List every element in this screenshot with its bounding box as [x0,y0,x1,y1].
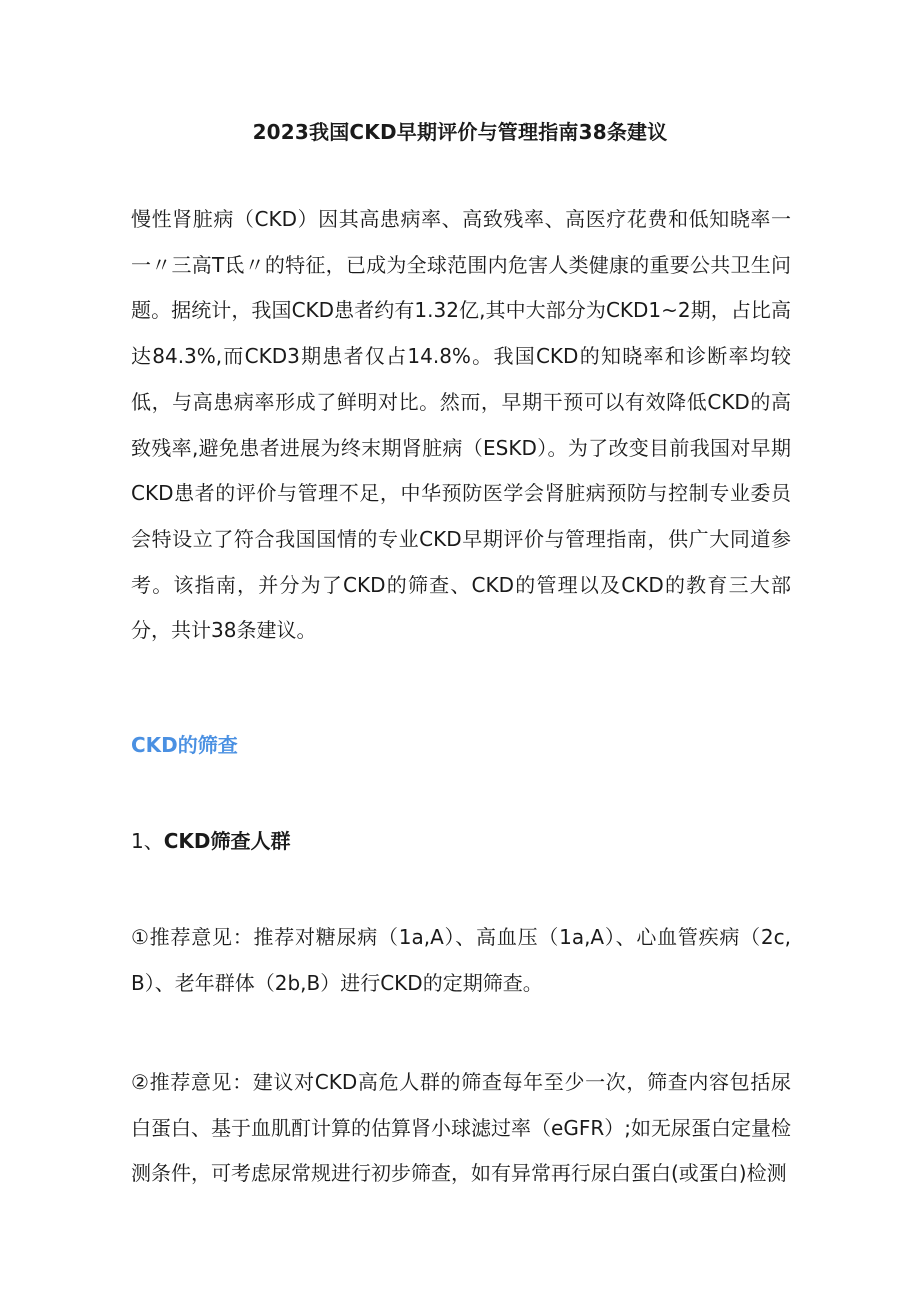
section-heading-ckd-screening: CKD的筛查 [131,733,238,757]
intro-paragraph: 慢性肾脏病（CKD）因其高患病率、高致残率、高医疗花费和低知晓率一一〃三高T氐〃的特征，已成为全球范围内危害人类健康的重要公共卫生问题。据统计，我国CKD患者约有1.32亿,其中大部分为CKD1~2期，占比高达84.3%,而CKD3期患者仅占14.8%。我国CKD的知晓率和诊断率均较低，与高患病率形成了鲜明对比。然而，早期干预可以有效降低CKD的高致残率,避免患者进展为终末期肾脏病（ESKD）。为了改变目前我国对早期CKD患者的评价与管理不足，中华预防医学会肾脏病预防与控制专业委员会特设立了符合我国国情的专业CKD早期评价与管理指南，供广大同道参考。该指南，并分为了CKD的筛查、CKD的管理以及CKD的教育三大部分，共计38条建议。 [131,207,791,643]
sub-heading-number: 1、 [131,829,164,853]
sub-heading-screening-population [131,826,291,856]
recommendation-2: ②推荐意见：建议对CKD高危人群的筛查每年至少一次，筛查内容包括尿白蛋白、基于血肌酊计算的估算肾小球滤过率（eGFR）;如无尿蛋白定量检测条件，可考虑尿常规进行初步筛查，如有异常再行尿白蛋白(或蛋白)检测 [131,1070,791,1186]
sub-heading-text: CKD筛查人群 [163,829,291,853]
document-title: 2023我国CKD早期评价与管理指南38条建议 [252,120,668,144]
recommendation-1: ①推荐意见：推荐对糖尿病（1a,A）、高血压（1a,A）、心血管疾病（2c,B）、老年群体（2b,B）进行CKD的定期筛查。 [131,925,791,995]
